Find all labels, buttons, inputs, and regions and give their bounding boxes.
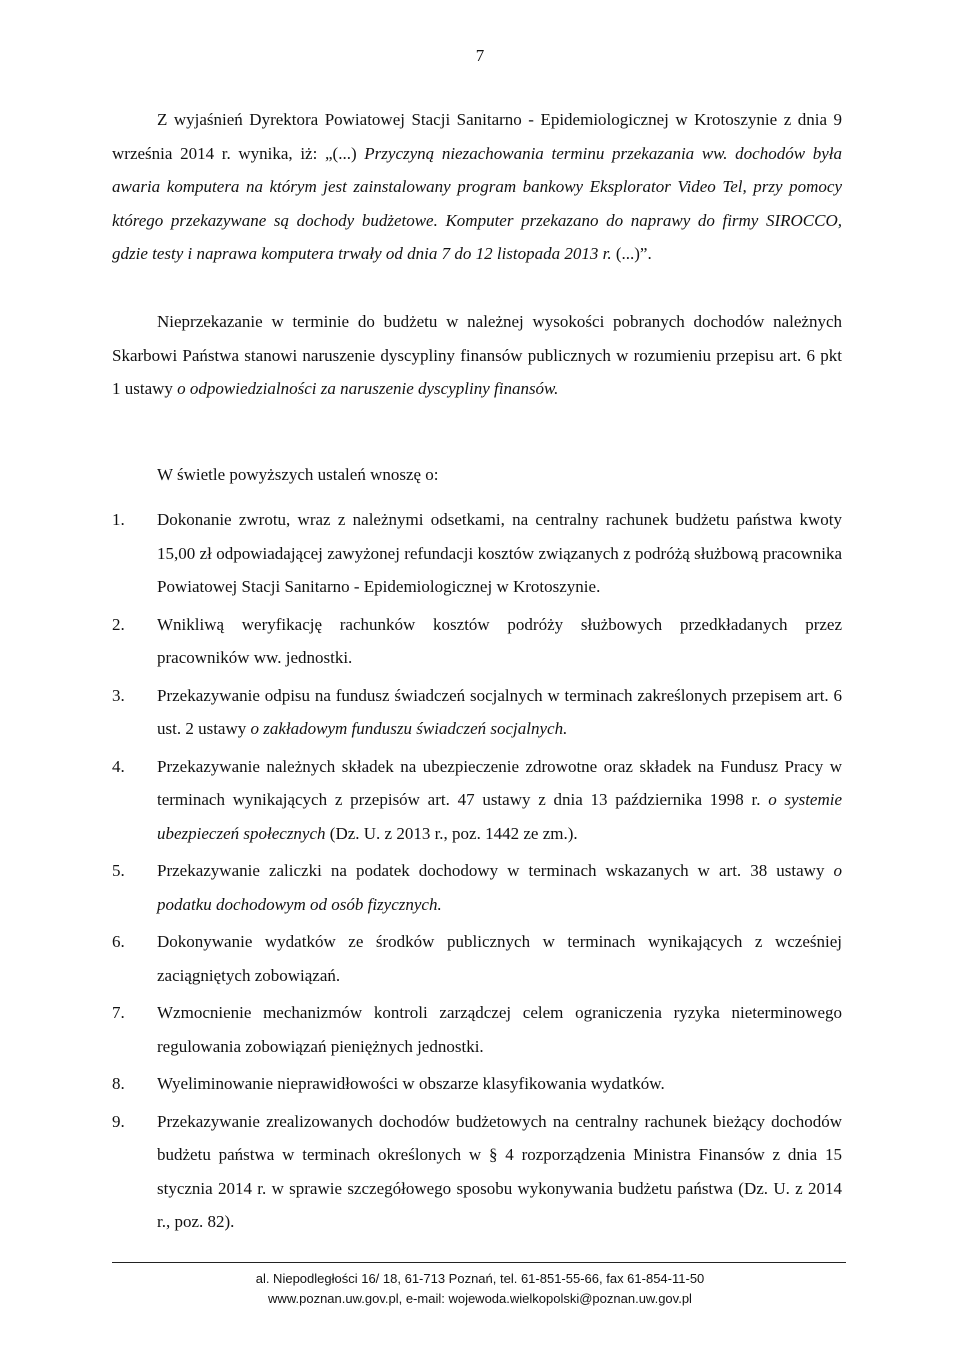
list-item: [112, 1105, 842, 1239]
item-act-title: o zakładowym funduszu świadczeń socjalnych.: [250, 719, 568, 738]
paragraph-explanation: [112, 103, 842, 271]
item-number: 5.: [112, 861, 125, 880]
item-text: Wnikliwą weryfikację rachunków kosztów podróży służbowych przedkładanych przez pracowników ww. jednostki.: [157, 614, 842, 667]
item-number: 6.: [112, 932, 125, 951]
paragraph-text: Z wyjaśnień Dyrektora Powiatowej Stacji Sanitarno - Epidemiologicznej w Krotoszynie z dnia 9 września 2014 r. wynika, iż: „(...): [112, 110, 842, 163]
item-number: 1.: [112, 510, 125, 529]
recommendations-lead: W świetle powyższych ustaleń wnoszę o:: [157, 465, 439, 484]
footer-divider: [112, 1262, 846, 1263]
paragraph-finding: [112, 305, 842, 406]
item-number: 2.: [112, 614, 125, 634]
item-number: 8.: [112, 1074, 125, 1093]
quoted-explanation: Przyczyną niezachowania terminu przekazania ww. dochodów była awaria komputera na którym jest zainstalowany program bankowy Eksplorator Video Tel, przy pomocy którego przekazywane są dochody budżetowe. Komputer przekazano do naprawy do firmy SIROCCO, gdzie testy i naprawa komputera trwały od dnia 7 do 12 listopada 2013 r.: [112, 143, 842, 263]
list-item: [112, 679, 842, 746]
item-text: Dokonywanie wydatków ze środków publicznych w terminach wynikających z wcześniej zaciągniętych zobowiązań.: [157, 932, 842, 985]
page-number: 7: [475, 46, 485, 65]
item-number: 7.: [112, 1003, 125, 1022]
footer-contact: www.poznan.uw.gov.pl, e-mail: wojewoda.wielkopolski@poznan.uw.gov.pl: [268, 1291, 692, 1306]
item-number: 3.: [112, 685, 125, 705]
footer-address: al. Niepodległości 16/ 18, 61-713 Poznań, tel. 61-851-55-66, fax 61-854-11-50: [255, 1271, 705, 1286]
item-act-title: o systemie ubezpieczeń społecznych: [157, 790, 843, 843]
act-title: o odpowiedzialności za naruszenie dyscypliny finansów.: [177, 379, 559, 398]
item-text: Wzmocnienie mechanizmów kontroli zarządczej celem ograniczenia ryzyka nieterminowego regulowania zobowiązań pieniężnych jednostki.: [157, 1003, 842, 1056]
list-item: [112, 996, 842, 1063]
item-act-title: o podatku dochodowym od osób fizycznych.: [157, 861, 842, 914]
list-item: [112, 854, 842, 921]
list-item: [112, 1067, 842, 1101]
paragraph-text: Nieprzekazanie w terminie do budżetu w należnej wysokości pobranych dochodów należnych Skarbowi Państwa stanowi naruszenie dyscypliny finansów publicznych w rozumieniu przepisu art. 6 pkt 1 ustawy: [112, 312, 842, 398]
quote-end: (...)”.: [611, 244, 652, 263]
item-text: Przekazywanie zrealizowanych dochodów budżetowych na centralny rachunek bieżący dochodów budżetu państwa w terminach określonych w § 4 rozporządzenia Ministra Finansów z dnia 15 stycznia 2014 r. w sprawie szczegółowego sposobu wykonywania budżetu państwa (Dz. U. z 2014 r., poz. 82).: [157, 1111, 842, 1231]
list-item: [112, 925, 842, 992]
item-text: Przekazywanie odpisu na fundusz świadczeń socjalnych w terminach zakreślonych przepisem art. 6 ust. 2 ustawy: [157, 685, 842, 738]
item-text-end: (Dz. U. z 2013 r., poz. 1442 ze zm.).: [325, 823, 578, 843]
footer: [0, 1269, 960, 1309]
list-item: [112, 503, 842, 604]
item-text: Dokonanie zwrotu, wraz z należnymi odsetkami, na centralny rachunek budżetu państwa kwoty 15,00 zł odpowiadającej zawyżonej refundacji kosztów związanych z podróżą służbową pracownika Powiatowej Stacji Sanitarno - Epidemiologicznej w Krotoszynie.: [157, 510, 842, 596]
list-item: [112, 750, 842, 851]
list-item: [112, 608, 842, 675]
item-text: Przekazywanie należnych składek na ubezpieczenie zdrowotne oraz składek na Fundusz Pracy w terminach wynikających z przepisów art. 47 ustawy z dnia 13 października 1998 r.: [157, 756, 842, 809]
item-number: 9.: [112, 1111, 125, 1131]
recommendations-list: [112, 503, 842, 1243]
item-number: 4.: [112, 756, 125, 776]
item-text: Przekazywanie zaliczki na podatek dochodowy w terminach wskazanych w art. 38 ustawy: [157, 861, 834, 880]
item-text: Wyeliminowanie nieprawidłowości w obszarze klasyfikowania wydatków.: [157, 1074, 665, 1093]
